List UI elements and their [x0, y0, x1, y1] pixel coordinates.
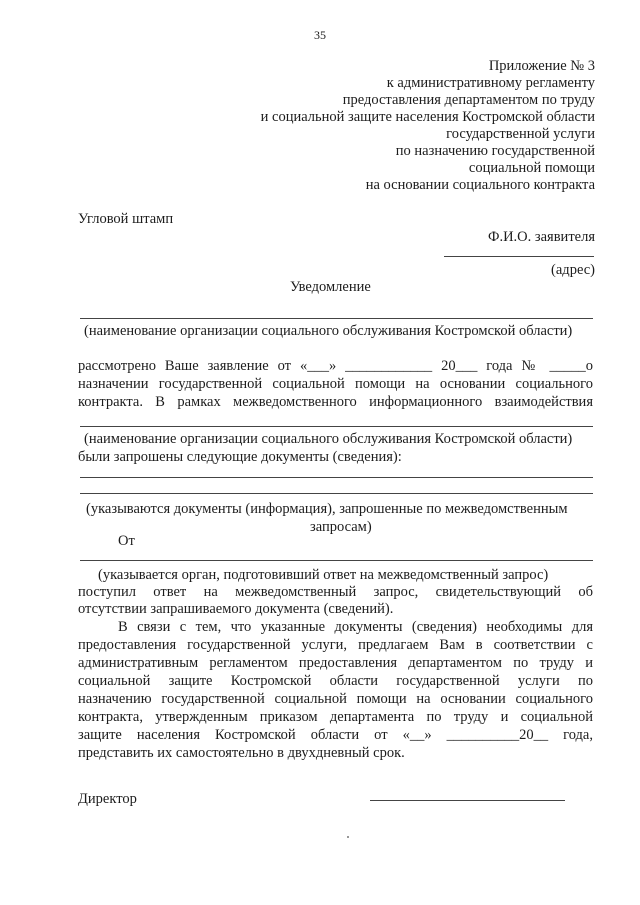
- paragraph-line: социальной защите Костромской области государственной услуги по: [78, 673, 593, 689]
- address-line: [444, 256, 594, 257]
- appendix-line: предоставления департаментом по труду: [342, 92, 595, 108]
- paragraph-line: назначению государственной социальной помощи на основании социального: [78, 691, 593, 707]
- from-label: От: [118, 533, 135, 549]
- address-label: (адрес): [551, 262, 595, 278]
- requested-documents-line: были запрошены следующие документы (сведения):: [78, 449, 402, 465]
- organization-caption: (наименование организации социального обслуживания Костромской области): [84, 431, 573, 447]
- appendix-line: на основании социального контракта: [365, 177, 595, 193]
- director-label: Директор: [78, 791, 137, 807]
- paragraph-line: контракта. В рамках межведомственного информационного взаимодействия: [78, 394, 593, 410]
- page-number: 35: [314, 28, 326, 42]
- appendix-line: социальной помощи: [468, 160, 595, 176]
- paragraph-line: поступил ответ на межведомственный запрос, свидетельствующий об: [78, 584, 593, 600]
- organization-name-line: [80, 318, 593, 319]
- paragraph-line: защите населения Костромской области от «__» __________20__ года,: [78, 727, 593, 743]
- documents-line: [80, 493, 593, 494]
- appendix-line: и социальной защите населения Костромской области: [260, 109, 595, 125]
- documents-line: [80, 477, 593, 478]
- appendix-line: по назначению государственной: [395, 143, 595, 159]
- applicant-name-label: Ф.И.О. заявителя: [487, 229, 595, 245]
- document-title: Уведомление: [290, 279, 371, 295]
- organ-line: [80, 560, 593, 561]
- appendix-line: государственной услуги: [446, 126, 595, 142]
- documents-caption: (указываются документы (информация), запрошенные по межведомственным: [86, 501, 568, 517]
- paragraph-line: предоставления государственной услуги, предлагаем Вам в соответствии с: [78, 637, 593, 653]
- organ-caption: (указывается орган, подготовивший ответ на межведомственный запрос): [98, 567, 549, 583]
- paragraph-line: контракта, утвержденным приказом департамента по труду и социальной: [78, 709, 593, 725]
- organization-name-line: [80, 426, 593, 427]
- paragraph-line: назначении государственной социальной помощи на основании социального: [78, 376, 593, 392]
- corner-stamp-label: Угловой штамп: [78, 211, 174, 227]
- organization-caption: (наименование организации социального обслуживания Костромской области): [84, 323, 573, 339]
- paragraph-line: В связи с тем, что указанные документы (сведения) необходимы для: [118, 619, 593, 635]
- paragraph-line: представить их самостоятельно в двухдневный срок.: [78, 745, 405, 761]
- appendix-line: к административному регламенту: [386, 75, 595, 91]
- signature-line: [370, 800, 565, 801]
- paragraph-line: рассмотрено Ваше заявление от «___» ____________ 20___ года № _____о: [78, 358, 593, 374]
- paragraph-line: административным регламентом предоставления департаментом по труду и: [78, 655, 593, 671]
- scan-speck: [347, 836, 349, 838]
- documents-caption: запросам): [310, 519, 372, 535]
- paragraph-line: отсутствии запрашиваемого документа (сведений).: [78, 601, 394, 617]
- appendix-line: Приложение № 3: [488, 58, 595, 74]
